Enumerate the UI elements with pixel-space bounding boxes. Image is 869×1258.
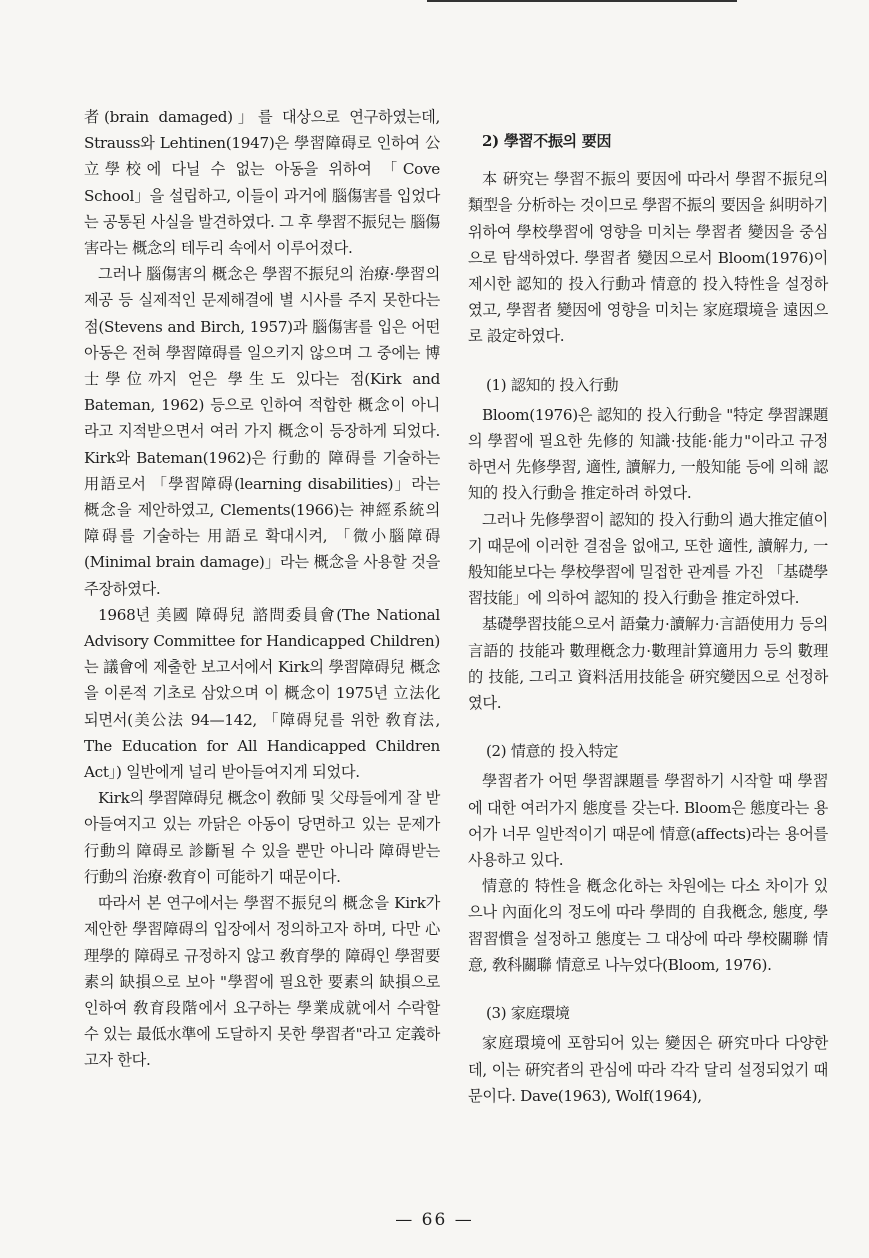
right-column: [468, 128, 828, 1109]
paragraph: 基礎學習技能으로서 語彙力·讀解力·言語使用力 등의 言語的 技能과 數理槪念力·數理計算適用力 등의 數理的 技能, 그리고 資料活用技能을 硏究變因으로 선정하였다.: [468, 615, 828, 713]
left-column: [84, 104, 440, 1074]
page-number: — 66 —: [395, 1210, 474, 1230]
paragraph: 따라서 본 연구에서는 學習不振兒의 概念을 Kirk가 제안한 學習障碍의 입장에서 정의하고자 하며, 다만 心理學的 障碍로 규정하지 않고 敎育學的 障碍인 學習要素의 缺損으로 보아 "學習에 필요한 要素의 缺損으로 인하여 敎育段階에서 요구하는 學業成就에서 수락할 수 있는 最低水準에 도달하지 못한 學習者"라고 定義하고자 한다.: [84, 894, 440, 1070]
paragraph: 家庭環境에 포함되어 있는 變因은 硏究마다 다양한데, 이는 硏究者의 관심에 따라 각각 달리 설정되었기 때문이다. Dave(1963), Wolf(1964),: [468, 1034, 828, 1105]
paragraph: 그러나 腦傷害의 概念은 學習不振兒의 治療·學習의 제공 등 실제적인 문제해결에 별 시사를 주지 못한다는 점(Stevens and Birch, 1957)과 腦傷害를 입은 어떤 아동은 전혀 學習障碍를 일으키지 않으며 그 중에는 博士學位까지 얻은 學生도 있다는 점(Kirk and Bateman, 1962) 등으로 인하여 적합한 概念이 아니라고 지적받으면서 여러 가지 概念이 등장하게 되었다. Kirk와 Bateman(1962)은 行動的 障碍를 기술하는 用語로서 「學習障碍(learning disabilities)」라는 概念을 제안하였고, Clements(1966)는 神經系統의 障碍를 기술하는 用語로 확대시켜, 「微小腦障碍(Minimal brain damage)」라는 概念을 사용할 것을 주장하였다.: [84, 265, 440, 598]
subsection-heading: (1) 認知的 投入行動: [486, 375, 619, 394]
paragraph: Bloom(1976)은 認知的 投入行動을 "特定 學習課題의 學習에 필요한 先修的 知識·技能·能力"이라고 규정하면서 先修學習, 適性, 讀解力, 一般知能 등에 의해 認知的 投入行動을 推定하려 하였다.: [468, 405, 828, 503]
paragraph: 學習者가 어떤 學習課題를 學習하기 시작할 때 學習에 대한 여러가지 態度를 갖는다. Bloom은 態度라는 용어가 너무 일반적이기 때문에 情意(affects)라는 용어를 사용하고 있다.: [468, 772, 828, 870]
paragraph: 그러나 先修學習이 認知的 投入行動의 過大推定値이기 때문에 이러한 결점을 없애고, 또한 適性, 讀解力, 一般知能보다는 學校學習에 밀접한 관계를 가진 「基礎學習技能」에 의하여 認知的 投入行動을 推定하였다.: [468, 510, 828, 608]
paragraph: 1968년 美國 障碍兒 諮問委員會(The National Advisory Committee for Handicapped Children)는 議會에 제출한 보고서에서 Kirk의 學習障碍兒 概念을 이론적 기초로 삼았으며 이 概念이 1975년 立法化되면서(美公法 94—142, 「障碍兒를 위한 敎育法, The Education for All Handicapped Children Act」) 일반에게 널리 받아들여지게 되었다.: [84, 605, 440, 782]
paragraph: 者(brain damaged)」를 대상으로 연구하였는데, Strauss와 Lehtinen(1947)은 學習障碍로 인하여 公立學校에 다닐 수 없는 아동을 위하여 「Cove School」을 설립하고, 이들이 과거에 腦傷害를 입었다는 공통된 사실을 발견하였다. 그 후 學習不振兒는 腦傷害라는 概念의 테두리 속에서 이루어졌다.: [84, 108, 441, 258]
subsection-heading: (2) 情意的 投入特定: [486, 742, 619, 761]
paragraph: Kirk의 學習障碍兒 概念이 敎師 및 父母들에게 잘 받아들여지고 있는 까닭은 아동이 당면하고 있는 문제가 行動의 障碍로 診斷될 수 있을 뿐만 아니라 障碍받는 行動의 治療·敎育이 可能하기 때문이다.: [84, 789, 440, 886]
top-rule: [427, 0, 737, 2]
subsection-heading: (3) 家庭環境: [486, 1004, 570, 1023]
section-heading: 2) 學習不振의 要因: [482, 132, 612, 150]
paragraph: 情意的 特性을 槪念化하는 차원에는 다소 차이가 있으나 內面化의 정도에 따라 學問的 自我槪念, 態度, 學習習慣을 설정하고 態度는 그 대상에 따라 學校關聯 情意, 敎科關聯 情意로 나누었다(Bloom, 1976).: [468, 877, 828, 974]
paragraph: 本 硏究는 學習不振의 要因에 따라서 學習不振兒의 類型을 分析하는 것이므로 學習不振의 要因을 糾明하기 위하여 學校學習에 영향을 미치는 學習者 變因을 중심으로 탐색하였다. 學習者 變因으로서 Bloom(1976)이 제시한 認知的 投入行動과 情意的 投入特性을 설정하였고, 學習者 變因에 영향을 미치는 家庭環境을 遠因으로 設定하였다.: [468, 170, 828, 346]
